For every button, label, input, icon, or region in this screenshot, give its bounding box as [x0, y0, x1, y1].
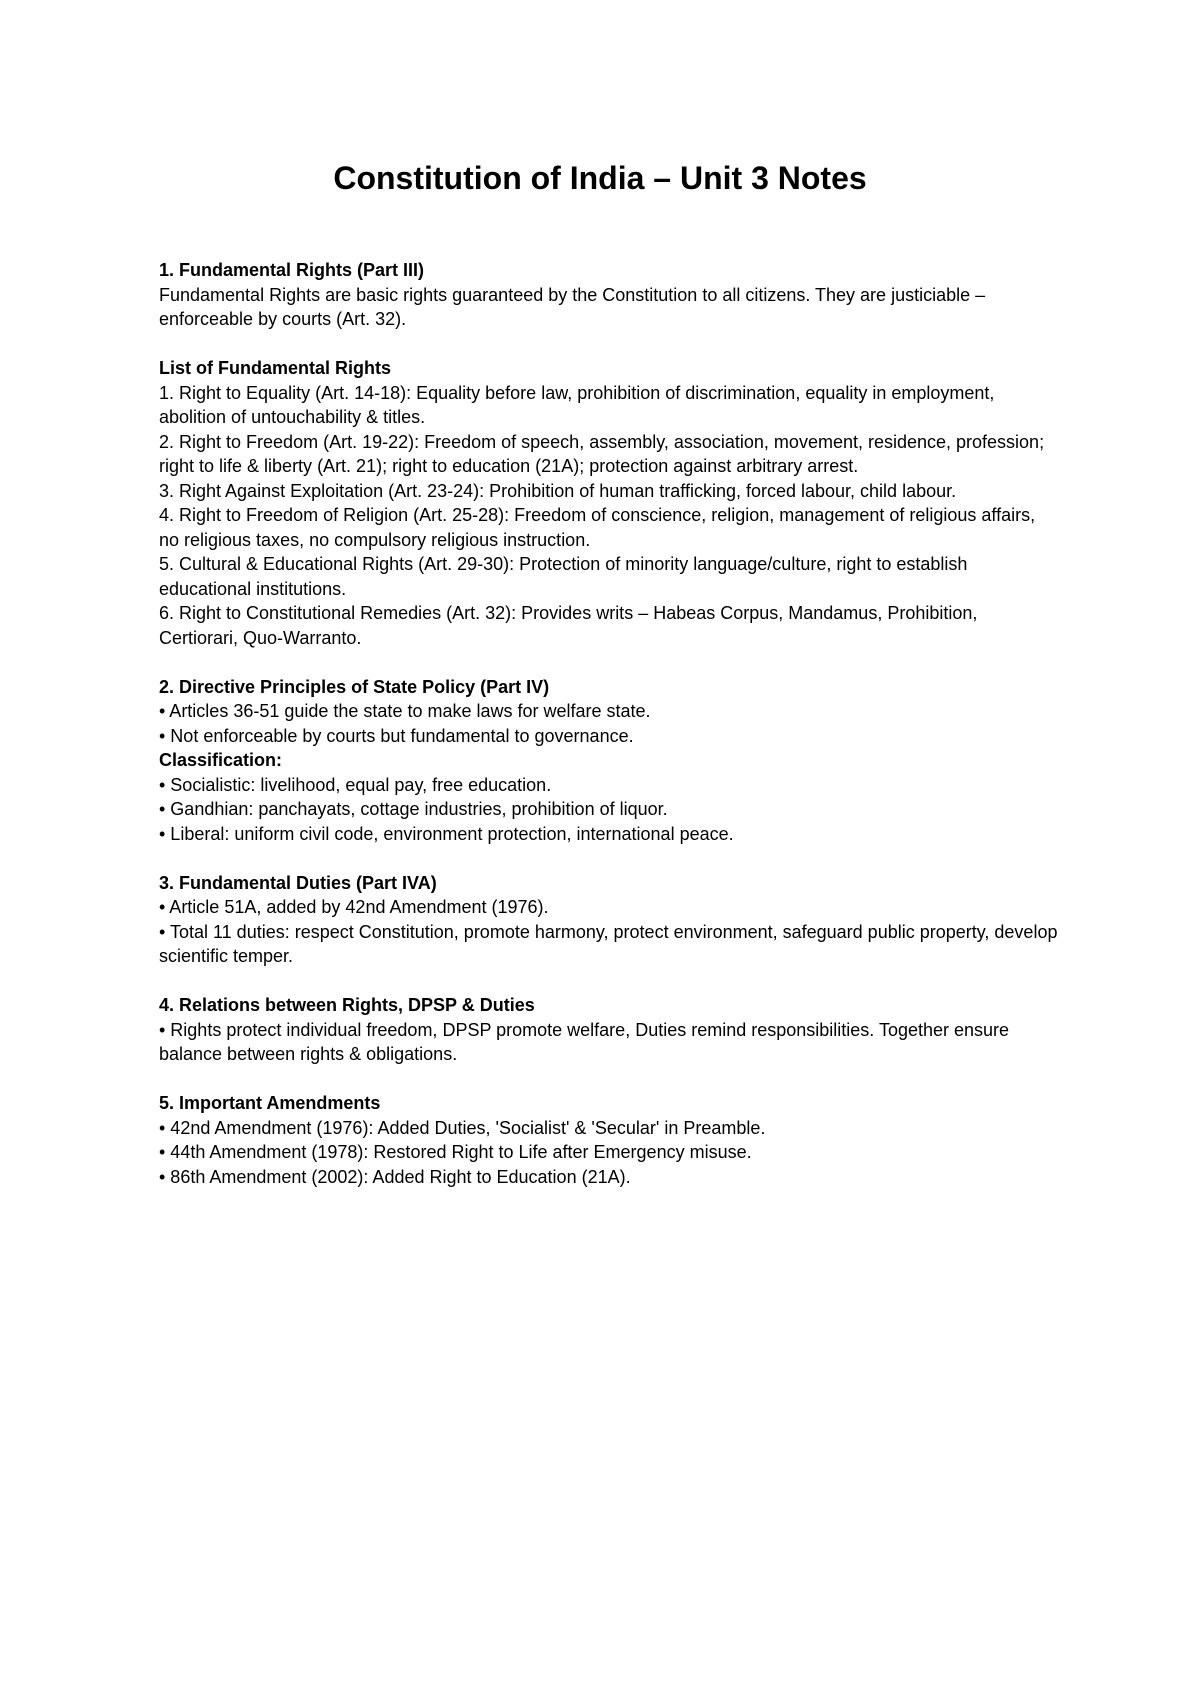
section-heading-fundamental-duties: 3. Fundamental Duties (Part IVA): [159, 872, 437, 893]
bullet-item: • Socialistic: livelihood, equal pay, free education.: [159, 774, 552, 795]
bullet-item: • Rights protect individual freedom, DPSP promote welfare, Duties remind responsibilities. Together ensure balance between rights & obligations.: [159, 1019, 1010, 1064]
section-heading-fundamental-rights: 1. Fundamental Rights (Part III): [159, 260, 425, 280]
sub-heading-classification: Classification:: [159, 750, 283, 770]
bullet-item: • Articles 36-51 guide the state to make laws for welfare state.: [159, 701, 651, 721]
page-title: Constitution of India – Unit 3 Notes: [333, 160, 867, 196]
document-body: [159, 258, 1059, 1189]
list-item: 2. Right to Freedom (Art. 19-22): Freedom of speech, assembly, association, movement, residence, profession; right to life & liberty (Art. 21); right to education (21A); protection against arbitrary arrest.: [159, 431, 1045, 476]
bullet-item: • Article 51A, added by 42nd Amendment (1976).: [159, 897, 549, 917]
spacer: [159, 332, 1059, 357]
section-heading-amendments: 5. Important Amendments: [159, 1093, 381, 1113]
bullet-item: • Gandhian: panchayats, cottage industries, prohibition of liquor.: [159, 799, 668, 819]
bullet-item: • 44th Amendment (1978): Restored Right to Life after Emergency misuse.: [159, 1142, 752, 1162]
bullet-item: • Total 11 duties: respect Constitution, promote harmony, protect environment, safeguard public property, develop scientific temper.: [159, 921, 1058, 966]
list-item: 4. Right to Freedom of Religion (Art. 25-28): Freedom of conscience, religion, management of religious affairs, no religious taxes, no compulsory religious instruction.: [159, 505, 1036, 550]
section-intro: Fundamental Rights are basic rights guaranteed by the Constitution to all citizens. They are justiciable – enforceable by courts (Art. 32).: [159, 284, 986, 329]
list-item: 5. Cultural & Educational Rights (Art. 29-30): Protection of minority language/culture, right to establish educational institutions.: [159, 554, 968, 599]
list-heading: List of Fundamental Rights: [159, 358, 391, 378]
bullet-item: • Liberal: uniform civil code, environment protection, international peace.: [159, 823, 734, 844]
bullet-item: • 42nd Amendment (1976): Added Duties, 'Socialist' & 'Secular' in Preamble.: [159, 1117, 766, 1138]
bullet-item: • Not enforceable by courts but fundamental to governance.: [159, 725, 634, 746]
section-heading-dpsp: 2. Directive Principles of State Policy (Part IV): [159, 676, 550, 697]
list-item: 1. Right to Equality (Art. 14-18): Equality before law, prohibition of discrimination, equality in employment, abolition of untouchability & titles.: [159, 382, 995, 427]
spacer: [159, 846, 1059, 871]
spacer: [159, 969, 1059, 994]
spacer: [159, 650, 1059, 675]
list-item: 3. Right Against Exploitation (Art. 23-24): Prohibition of human trafficking, forced labour, child labour.: [159, 480, 957, 501]
spacer: [159, 1067, 1059, 1092]
section-heading-relations: 4. Relations between Rights, DPSP & Duties: [159, 995, 535, 1015]
bullet-item: • 86th Amendment (2002): Added Right to Education (21A).: [159, 1166, 631, 1187]
list-item: 6. Right to Constitutional Remedies (Art. 32): Provides writs – Habeas Corpus, Mandamus, Prohibition, Certiorari, Quo-Warranto.: [159, 603, 978, 648]
